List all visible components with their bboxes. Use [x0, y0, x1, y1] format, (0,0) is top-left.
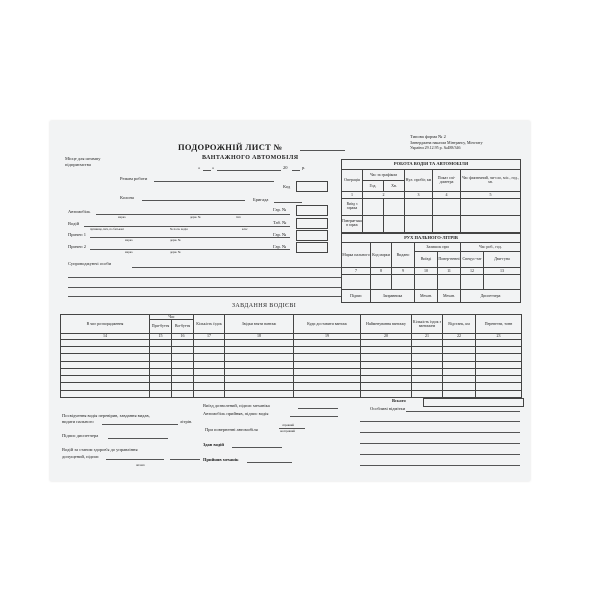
task-cell[interactable] — [225, 347, 294, 354]
fuel-num-11: 11 — [438, 267, 461, 275]
task-cell[interactable] — [361, 354, 412, 361]
task-cell[interactable] — [476, 361, 522, 368]
work-mode-label: Режим роботи — [120, 176, 148, 181]
liters-text: літрів. — [180, 419, 193, 424]
task-num-23: 23 — [476, 333, 522, 339]
fuel-cell[interactable] — [438, 275, 461, 290]
task-cell[interactable] — [61, 354, 150, 361]
garage-no-label-1: Гар. № — [273, 207, 287, 212]
task-cell[interactable] — [294, 340, 361, 347]
work-table-title: РОБОТА ВОДІЯ ТА АВТОМОБІЛЯ — [342, 160, 521, 170]
task-cell[interactable] — [443, 390, 476, 397]
task-cell[interactable] — [225, 340, 294, 347]
task-cell[interactable] — [61, 390, 150, 397]
work-operation: Операція — [342, 169, 363, 191]
task-cargo-count: Кількість їздок з вантажем — [412, 315, 443, 334]
fuel-table-title: РУХ ПАЛЬНОГО-ЛІТРІВ — [342, 234, 521, 243]
stamp-label-2: підприємства — [65, 162, 91, 167]
stamp-label: штамп — [136, 463, 145, 467]
task-cell[interactable] — [443, 340, 476, 347]
task-cell[interactable] — [194, 340, 225, 347]
task-cell[interactable] — [225, 383, 294, 390]
trailer2-line — [90, 249, 290, 250]
task-to: Куди доставити вантаж — [294, 315, 361, 334]
on-return-text: При поверненні автомобіля — [205, 427, 258, 432]
work-row-exit: Виїзд з гаража — [342, 198, 363, 215]
task-cell[interactable] — [194, 361, 225, 368]
work-cell[interactable] — [363, 215, 384, 232]
admitted-line-2 — [170, 459, 200, 460]
task-cell[interactable] — [361, 368, 412, 375]
task-num-20: 20 — [361, 333, 412, 339]
driver-handed-label: Здав водій — [203, 442, 224, 447]
task-distance: Відстань, км — [443, 315, 476, 334]
fuel-cell[interactable] — [392, 275, 415, 290]
task-cell[interactable] — [361, 390, 412, 397]
task-cell[interactable] — [194, 383, 225, 390]
work-mode-line — [154, 181, 274, 182]
task-cell[interactable] — [294, 390, 361, 397]
task-cell[interactable] — [443, 376, 476, 383]
fuel-num-9: 9 — [392, 267, 415, 275]
task-num-17: 17 — [194, 333, 225, 339]
task-cell[interactable] — [443, 383, 476, 390]
work-cell[interactable] — [433, 215, 461, 232]
exit-allowed-line — [298, 408, 338, 409]
task-cell[interactable] — [150, 383, 172, 390]
date-day-line — [203, 170, 211, 171]
task-cell[interactable] — [225, 376, 294, 383]
work-actual-time: Час фактичний, чи-сло, міс., год., хв. — [461, 169, 521, 191]
form-info-2: Затверджена наказом Мінтрансу, Мінстату — [410, 140, 483, 145]
garage-no-label-3: Гар. № — [273, 244, 287, 249]
work-num-2: 2 — [363, 191, 405, 198]
work-schedule-time: Час за графіком — [363, 169, 405, 180]
driver-label: Водій — [68, 221, 80, 226]
trailer1-label: Причеп 1 — [68, 232, 86, 237]
fuel-num-8: 8 — [371, 267, 392, 275]
work-num-3: 3 — [405, 191, 433, 198]
escort-line-3 — [68, 287, 342, 288]
fuel-cell[interactable] — [371, 275, 392, 290]
task-cell[interactable] — [225, 368, 294, 375]
notes-line-6 — [360, 465, 520, 466]
task-cell[interactable] — [294, 368, 361, 375]
fuel-issue-text: видати пального — [62, 419, 94, 424]
task-num-22: 22 — [443, 333, 476, 339]
stamp-label-1: Місце для штампу — [65, 156, 101, 161]
task-cell[interactable] — [412, 347, 443, 354]
fuel-table — [341, 233, 521, 303]
fuel-num-7: 7 — [342, 267, 371, 275]
work-minutes: Хв. — [384, 180, 405, 191]
task-cell[interactable] — [194, 390, 225, 397]
work-cell[interactable] — [384, 198, 405, 215]
work-cell[interactable] — [461, 198, 521, 215]
work-num-1: 1 — [342, 191, 363, 198]
brigade-label: Бригада — [253, 197, 269, 202]
task-cell[interactable] — [225, 354, 294, 361]
task-cell[interactable] — [150, 361, 172, 368]
task-cell[interactable] — [61, 376, 150, 383]
task-carry: Перевезти, тонн — [476, 315, 522, 334]
task-time: Час — [150, 315, 194, 320]
task-cell[interactable] — [194, 376, 225, 383]
garage-no-label-2: Гар. № — [273, 232, 287, 237]
mechanic-accepted-label: Прийняв механік — [203, 457, 239, 462]
fuel-issue-line — [102, 424, 178, 425]
task-in-order: В чиє розпорядження — [61, 315, 150, 334]
work-speedometer: Показ спі-дометра — [433, 169, 461, 191]
notes-line-3 — [360, 432, 520, 433]
task-cell[interactable] — [412, 383, 443, 390]
fuel-issued: Видано — [392, 242, 415, 267]
form-info-1: Типова форма № 2 — [410, 134, 446, 139]
mechanic-accepted-line — [247, 462, 292, 463]
task-cell[interactable] — [476, 368, 522, 375]
number-line — [300, 150, 345, 151]
driver-sub-class: клас — [242, 227, 248, 231]
task-cell[interactable] — [443, 361, 476, 368]
year-prefix: 20 — [283, 165, 288, 170]
date-quote-open: « — [198, 165, 201, 170]
task-cell[interactable] — [361, 347, 412, 354]
task-cell[interactable] — [225, 361, 294, 368]
work-cell[interactable] — [363, 198, 384, 215]
task-cell[interactable] — [412, 368, 443, 375]
tab-no-label: Таб. № — [273, 220, 287, 225]
fuel-sign-refueler: Заправника — [371, 290, 415, 303]
code-box[interactable] — [296, 181, 328, 192]
driver-sub-name: прізвище, ім'я, по батькові — [90, 227, 124, 231]
task-cell[interactable] — [150, 376, 172, 383]
work-cell[interactable] — [384, 215, 405, 232]
task-cell[interactable] — [150, 340, 172, 347]
dispatcher-sign-line — [108, 438, 168, 439]
task-cell[interactable] — [61, 361, 150, 368]
work-hours: Год. — [363, 180, 384, 191]
trailer2-sub-brand: марка — [125, 250, 133, 254]
fuel-sign-label: Підпис — [342, 290, 371, 303]
task-cell[interactable] — [294, 376, 361, 383]
fuel-return: Повер-ненні — [438, 251, 461, 267]
work-cell[interactable] — [433, 198, 461, 215]
task-cell[interactable] — [412, 340, 443, 347]
task-cell[interactable] — [61, 383, 150, 390]
task-cell[interactable] — [172, 390, 194, 397]
fuel-cell[interactable] — [484, 275, 521, 290]
task-cell[interactable] — [412, 390, 443, 397]
fuel-brand: Марка пального — [342, 242, 371, 267]
task-cell[interactable] — [172, 354, 194, 361]
task-cell[interactable] — [150, 347, 172, 354]
task-arrival: При-буття — [150, 320, 172, 333]
state-faulty: несправний — [280, 429, 296, 433]
escort-label: Супроводжуючі особи — [68, 261, 112, 266]
page-title: ПОДОРОЖНІЙ ЛИСТ № — [178, 142, 283, 152]
task-table — [60, 314, 522, 398]
notes-line-1 — [406, 411, 520, 412]
escort-line-4 — [68, 296, 342, 297]
health-text: Водій за станом здоров'я до управління — [62, 447, 138, 452]
task-cell[interactable] — [150, 390, 172, 397]
task-cell[interactable] — [443, 347, 476, 354]
task-cell[interactable] — [412, 361, 443, 368]
fuel-num-13: 13 — [484, 267, 521, 275]
task-cell[interactable] — [172, 376, 194, 383]
car-sub-brand: марка — [118, 215, 126, 219]
car-sub-type: тип — [236, 215, 241, 219]
work-cell[interactable] — [405, 215, 433, 232]
fuel-sign-mech-1: Механ. — [415, 290, 438, 303]
total-box[interactable] — [423, 398, 524, 407]
task-cell[interactable] — [443, 354, 476, 361]
garage-no-box-1[interactable] — [296, 205, 328, 216]
task-rides: Кількість їздок — [194, 315, 225, 334]
car-sub-reg: держ. № — [190, 215, 201, 219]
waybill-sheet — [50, 121, 530, 481]
form-info-3: України 29.12.95 р. №488/346 — [410, 145, 461, 150]
fuel-remains: Залишок при — [415, 242, 461, 251]
task-cell[interactable] — [225, 390, 294, 397]
tab-no-box[interactable] — [296, 218, 328, 229]
task-cell[interactable] — [172, 347, 194, 354]
task-cell[interactable] — [194, 347, 225, 354]
task-cell[interactable] — [294, 361, 361, 368]
fuel-cell[interactable] — [342, 275, 371, 290]
task-cell[interactable] — [476, 383, 522, 390]
task-cell[interactable] — [361, 361, 412, 368]
task-num-14: 14 — [61, 333, 150, 339]
task-cell[interactable] — [294, 347, 361, 354]
task-cell[interactable] — [412, 376, 443, 383]
car-accepted-text: Автомобіль прийняв, підпис водія — [203, 411, 269, 416]
task-cell[interactable] — [476, 340, 522, 347]
task-num-21: 21 — [412, 333, 443, 339]
fuel-exit: Виїзді — [415, 251, 438, 267]
task-num-19: 19 — [294, 333, 361, 339]
work-table — [341, 159, 521, 233]
date-quote-close: » — [212, 165, 215, 170]
brigade-line — [274, 202, 302, 203]
task-departure: Ви-буття — [172, 320, 194, 333]
task-from: Звідки взяти вантаж — [225, 315, 294, 334]
driver-handed-line — [232, 447, 282, 448]
task-cargo-name: Найменування вантажу — [361, 315, 412, 334]
task-cell[interactable] — [476, 354, 522, 361]
task-num-15: 15 — [150, 333, 172, 339]
fuel-sign-dispatcher: Диспетчера — [461, 290, 521, 303]
task-cell[interactable] — [412, 354, 443, 361]
task-cell[interactable] — [476, 376, 522, 383]
task-cell[interactable] — [61, 368, 150, 375]
code-label: Код — [283, 184, 291, 189]
task-cell[interactable] — [476, 390, 522, 397]
driver-sub-license: № посв. водія — [170, 227, 188, 231]
date-month-line — [217, 170, 281, 171]
task-cell[interactable] — [61, 340, 150, 347]
trailer1-sub-brand: марка — [125, 238, 133, 242]
column-label: Колона — [120, 195, 134, 200]
task-cell[interactable] — [361, 376, 412, 383]
garage-no-box-2[interactable] — [296, 230, 328, 241]
task-cell[interactable] — [361, 340, 412, 347]
work-cell[interactable] — [405, 198, 433, 215]
trailer1-sub-reg: держ. № — [170, 238, 181, 242]
escort-line-1 — [132, 267, 342, 268]
dispatcher-sign-label: Підпис диспетчера — [62, 433, 99, 438]
garage-no-box-3[interactable] — [296, 242, 328, 253]
task-cell[interactable] — [61, 347, 150, 354]
total-label: Всього — [392, 398, 406, 403]
fuel-work-time: Час роб., год. — [461, 242, 521, 251]
task-num-18: 18 — [225, 333, 294, 339]
task-cell[interactable] — [294, 383, 361, 390]
notes-line-5 — [360, 454, 520, 455]
page-subtitle: ВАНТАЖНОГО АВТОМОБІЛЯ — [202, 155, 299, 161]
trailer2-label: Причеп 2 — [68, 244, 86, 249]
admitted-line — [106, 459, 164, 460]
task-cell[interactable] — [194, 368, 225, 375]
trailer2-sub-reg: держ. № — [170, 250, 181, 254]
admitted-text: допущений, підпис — [62, 454, 99, 459]
escort-line-2 — [68, 277, 342, 278]
work-zero-run: Нул. пробіг, км — [405, 169, 433, 191]
task-cell[interactable] — [172, 368, 194, 375]
year-r: р. — [302, 165, 306, 170]
fuel-cell[interactable] — [415, 275, 438, 290]
fuel-code: Код марки — [371, 242, 392, 267]
task-num-16: 16 — [172, 333, 194, 339]
work-cell[interactable] — [461, 215, 521, 232]
column-line — [142, 200, 245, 201]
fuel-special: Спецус-тат — [461, 251, 484, 267]
notes-line-4 — [360, 443, 520, 444]
task-cell[interactable] — [172, 361, 194, 368]
certified-text: Посвідчення водія перевірив, завдання видав, — [62, 413, 150, 418]
car-label: Автомобіль — [68, 209, 91, 214]
year-line — [292, 170, 300, 171]
fuel-num-10: 10 — [415, 267, 438, 275]
state-ok: справний — [282, 423, 295, 427]
task-cell[interactable] — [172, 340, 194, 347]
fuel-num-12: 12 — [461, 267, 484, 275]
task-cell[interactable] — [476, 347, 522, 354]
task-cell[interactable] — [361, 383, 412, 390]
task-cell[interactable] — [172, 383, 194, 390]
fuel-cell[interactable] — [461, 275, 484, 290]
work-num-4: 4 — [433, 191, 461, 198]
work-row-return: Поверне-ння в гараж — [342, 215, 363, 232]
work-num-5: 5 — [461, 191, 521, 198]
trailer1-line — [90, 237, 290, 238]
task-cell[interactable] — [194, 354, 225, 361]
fuel-engine: Дви-гуна — [484, 251, 521, 267]
fuel-sign-mech-2: Механ. — [438, 290, 461, 303]
task-cell[interactable] — [294, 354, 361, 361]
notes-label: Особливі відмітки — [370, 406, 406, 411]
task-title: ЗАВДАННЯ ВОДІЄВІ — [232, 303, 297, 309]
car-accepted-line — [290, 416, 338, 417]
task-cell[interactable] — [150, 368, 172, 375]
task-cell[interactable] — [150, 354, 172, 361]
notes-line-2 — [360, 421, 520, 422]
task-cell[interactable] — [443, 368, 476, 375]
exit-allowed-text: Виїзд дозволений, підпис механіка — [203, 403, 270, 408]
